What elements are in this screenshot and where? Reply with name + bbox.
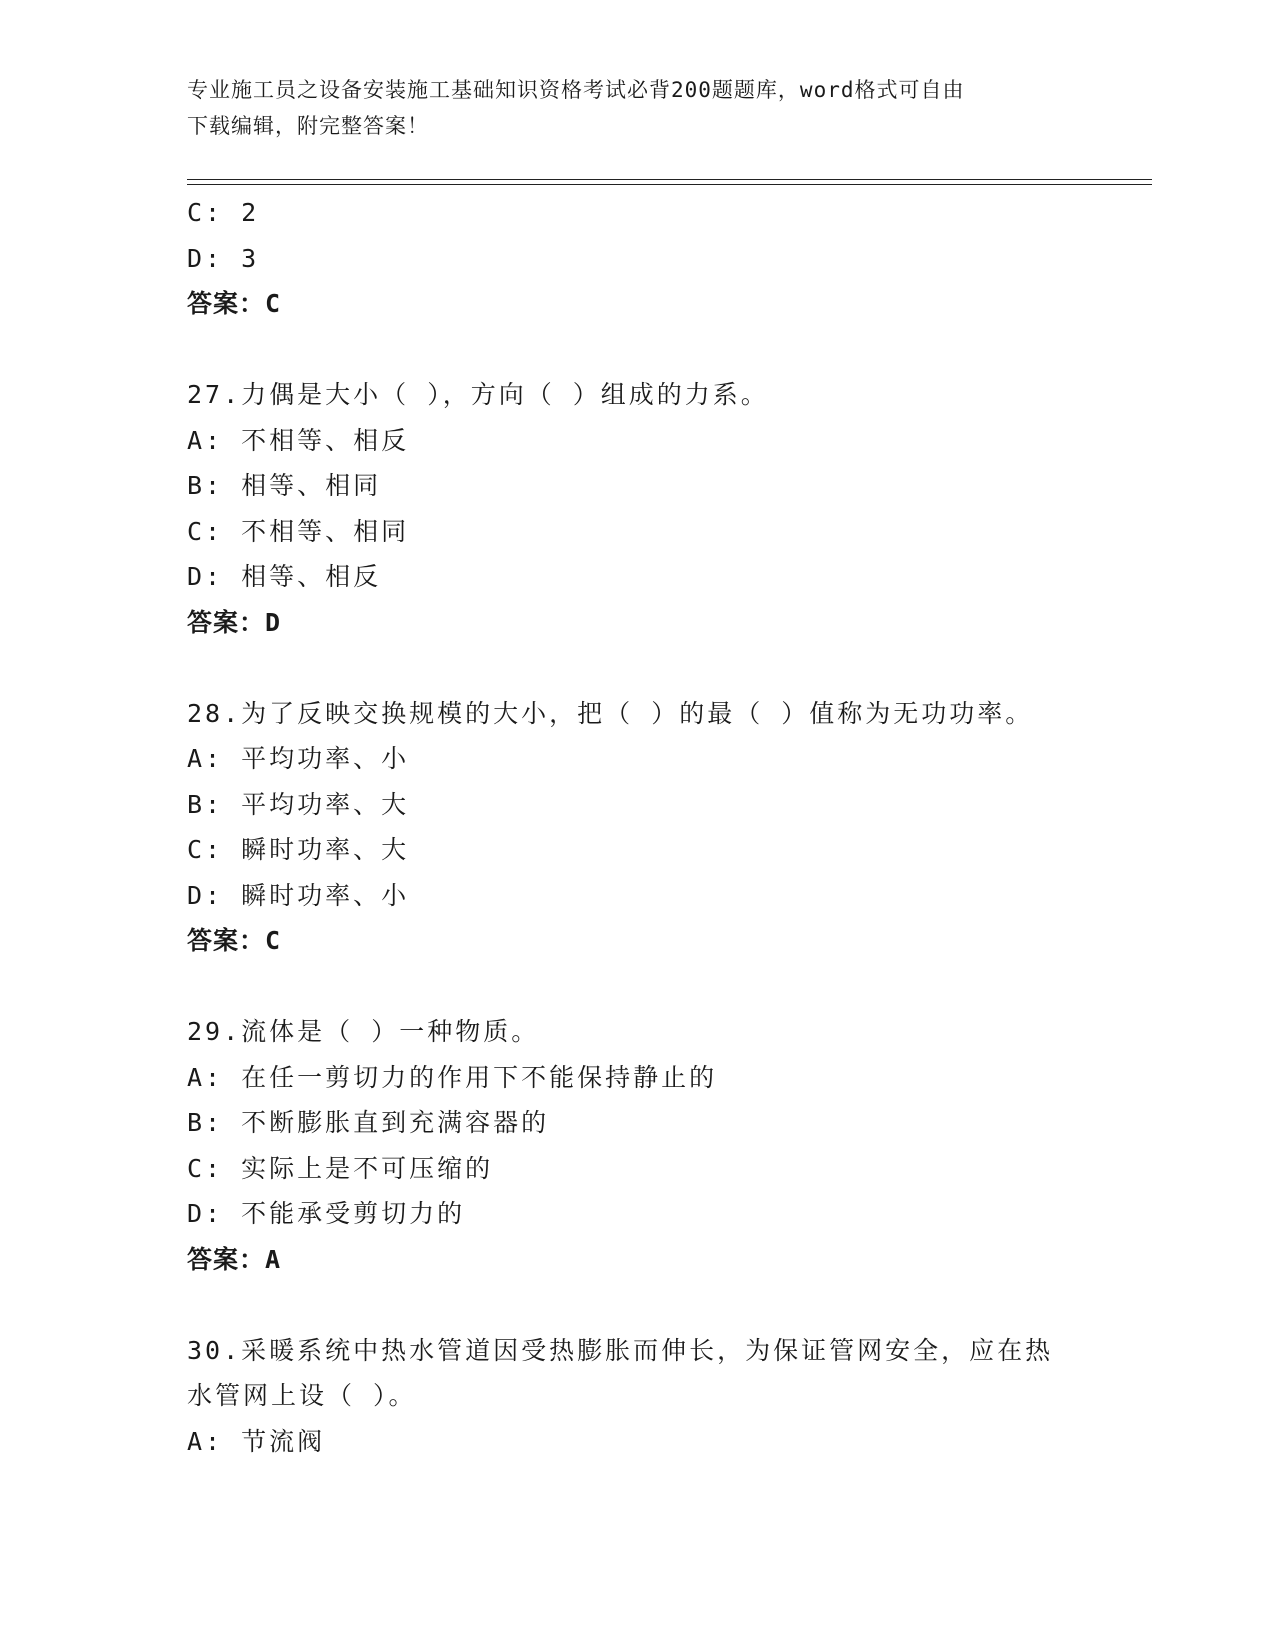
spacer (187, 964, 1087, 1010)
option-c: C: 瞬时功率、大 (187, 835, 410, 864)
document-header: 专业施工员之设备安装施工基础知识资格考试必背200题题库，word格式可自由 下载编辑，附完整答案！ (187, 78, 965, 138)
option-a: A: 平均功率、小 (187, 744, 410, 773)
spacer (187, 645, 1087, 691)
option-b: B: 不断膨胀直到充满容器的 (187, 1108, 550, 1137)
spacer (187, 1282, 1087, 1328)
header-rule-top (187, 179, 1152, 180)
spacer (187, 327, 1087, 373)
option-c: C: 实际上是不可压缩的 (187, 1153, 494, 1183)
answer-line: 答案：C (187, 289, 282, 318)
answer-line: 答案：C (187, 926, 282, 955)
option-b: B: 相等、相同 (187, 471, 382, 500)
question-stem: 27.力偶是大小（ ），方向（ ）组成的力系。 (187, 380, 769, 409)
question-stem: 29.流体是（ ）一种物质。 (187, 1017, 540, 1046)
header-rule-bottom (187, 184, 1152, 185)
option-a: A: 节流阀 (187, 1426, 326, 1456)
option-d: D: 不能承受剪切力的 (187, 1199, 466, 1228)
option-b: B: 平均功率、大 (187, 789, 410, 819)
option-a: A: 在任一剪切力的作用下不能保持静止的 (187, 1062, 718, 1092)
question-stem: 28.为了反映交换规模的大小，把（ ）的最（ ）值称为无功功率。 (187, 698, 1034, 728)
option-c: C: 2 (187, 198, 260, 227)
question-stem: 30.采暖系统中热水管道因受热膨胀而伸长，为保证管网安全，应在热 水管网上设（ ）。 (187, 1335, 1054, 1410)
option-a: A: 不相等、相反 (187, 425, 410, 455)
question-list (187, 190, 1087, 1464)
option-c: C: 不相等、相同 (187, 516, 410, 546)
answer-line: 答案：A (187, 1244, 282, 1274)
option-d: D: 3 (187, 243, 260, 273)
answer-line: 答案：D (187, 607, 282, 637)
option-d: D: 瞬时功率、小 (187, 880, 410, 910)
option-d: D: 相等、相反 (187, 562, 382, 591)
